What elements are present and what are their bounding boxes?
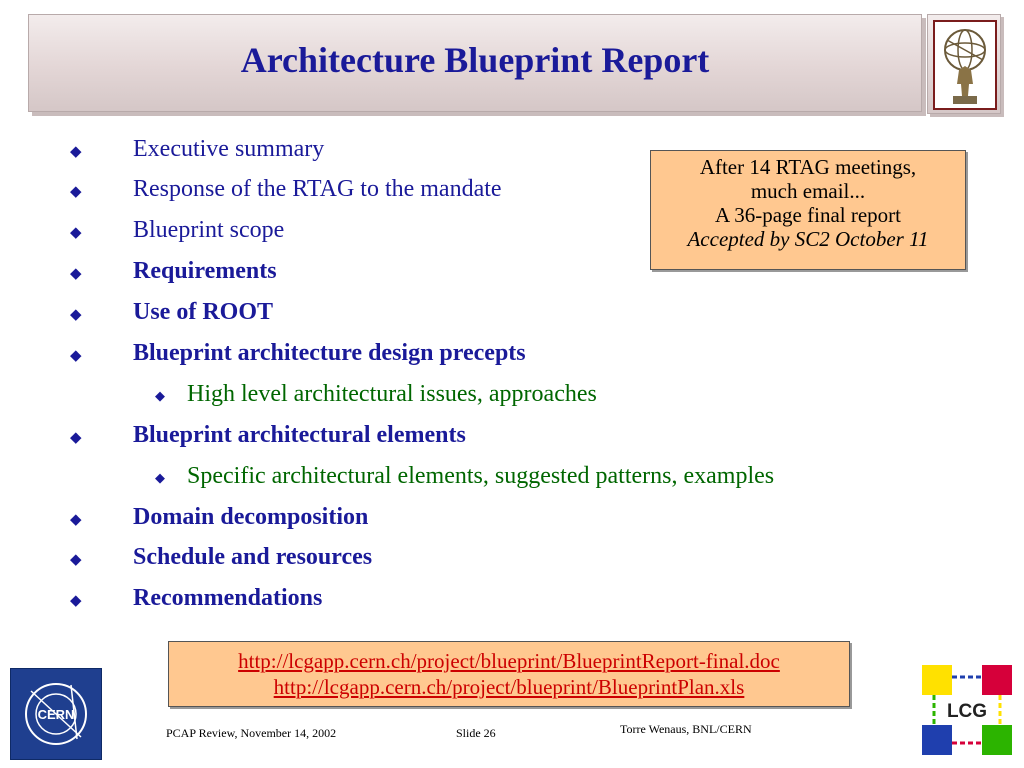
diamond-bullet-icon: ◆ <box>70 307 82 323</box>
bullet-text: Domain decomposition <box>133 504 369 530</box>
footer-author: Torre Wenaus, BNL/CERN <box>620 722 752 736</box>
atlas-logo <box>933 20 997 110</box>
lcg-logo-text: LCG <box>946 701 988 722</box>
diamond-bullet-icon: ◆ <box>70 144 82 160</box>
footer-slide-number: Slide 26 <box>456 726 496 740</box>
footer-event: PCAP Review, November 14, 2002 <box>166 726 337 740</box>
lcg-logo <box>920 663 1014 757</box>
diamond-bullet-icon: ◆ <box>70 512 82 528</box>
cern-logo-text: CERN <box>37 707 75 722</box>
diamond-bullet-icon: ◆ <box>70 225 82 241</box>
note-line: much email... <box>750 179 866 203</box>
diamond-bullet-icon: ◆ <box>155 388 165 403</box>
note-line-italic <box>651 227 965 251</box>
bullet-text: Recommendations <box>133 585 323 611</box>
links-box <box>168 641 850 707</box>
bullet-text: Schedule and resources <box>133 544 373 570</box>
sub-bullet-text: High level architectural issues, approaches <box>187 381 597 407</box>
bullet-text: Blueprint architectural elements <box>133 422 466 448</box>
note-line: A 36-page final report <box>714 203 902 227</box>
cern-logo <box>10 668 102 760</box>
bullet-text: Blueprint architecture design precepts <box>133 340 526 366</box>
diamond-bullet-icon: ◆ <box>70 348 82 364</box>
bullet-text: Use of ROOT <box>133 299 273 325</box>
lcg-logo-icon <box>920 663 1014 757</box>
atlas-statue-icon <box>935 22 995 108</box>
sub-bullet-text: Specific architectural elements, suggested patterns, examples <box>187 463 775 489</box>
diamond-bullet-icon: ◆ <box>70 552 82 568</box>
bullet-text: Blueprint scope <box>133 217 285 243</box>
diamond-bullet-icon: ◆ <box>155 470 165 485</box>
bullet-text: Response of the RTAG to the mandate <box>133 176 502 202</box>
note-accepted-text: Accepted by SC2 October 11 <box>687 227 929 251</box>
slide-title: Architecture Blueprint Report <box>240 40 710 80</box>
bullet-text: Executive summary <box>133 136 325 162</box>
title-bar <box>28 14 922 112</box>
diamond-bullet-icon: ◆ <box>70 184 82 200</box>
atlas-logo-frame <box>927 14 1001 114</box>
diamond-bullet-icon: ◆ <box>70 593 82 609</box>
cern-logo-icon <box>11 669 101 759</box>
note-line: After 14 RTAG meetings, <box>699 155 917 179</box>
blueprint-plan-link[interactable]: http://lcgapp.cern.ch/project/blueprint/BlueprintPlan.xls <box>273 675 745 699</box>
bullet-text: Requirements <box>133 258 277 284</box>
blueprint-report-link[interactable]: http://lcgapp.cern.ch/project/blueprint/BlueprintReport-final.doc <box>238 649 780 673</box>
diamond-bullet-icon: ◆ <box>70 266 82 282</box>
rtag-note-box <box>650 150 966 270</box>
diamond-bullet-icon: ◆ <box>70 430 82 446</box>
